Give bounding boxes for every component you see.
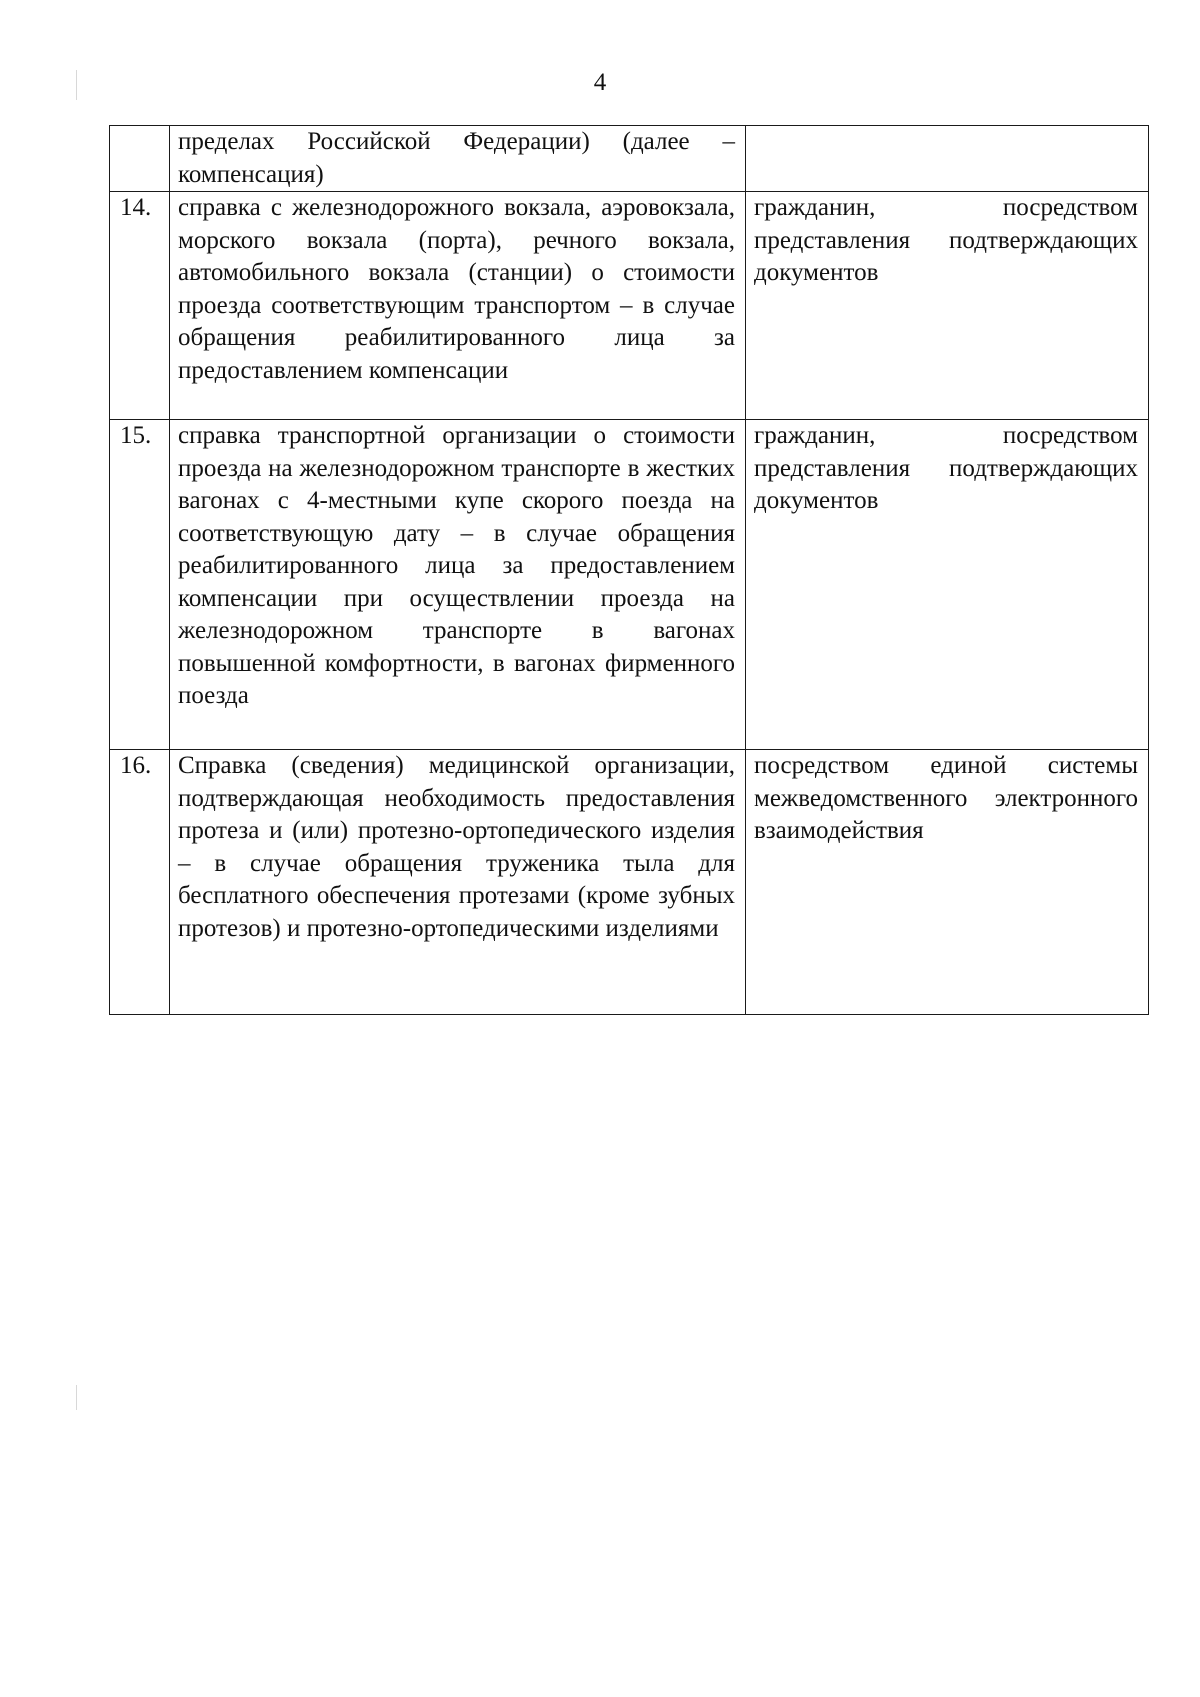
table-row <box>110 750 1149 1015</box>
document-description: Справка (сведения) медицинской организации, подтверждающая необходимость предоставления протеза и (или) протезно-ортопедического изделия – в случае обращения труженика тыла для бесплатного обеспечения протезами (кроме зубных протезов) и протезно-ортопедическими изделиями <box>170 750 746 1015</box>
document-description: пределах Российской Федерации) (далее – компенсация) <box>170 126 746 192</box>
page-number: 4 <box>593 69 607 96</box>
document-description: справка с железнодорожного вокзала, аэровокзала, морского вокзала (порта), речного вокзала, автомобильного вокзала (станции) о стоимости проезда соответствующим транспортом – в случае обращения реабилитированного лица за предоставлением компенсации <box>170 192 746 420</box>
documents-table <box>109 125 1149 1015</box>
submission-method <box>746 126 1149 192</box>
table-row <box>110 192 1149 420</box>
scan-artifact <box>76 70 77 100</box>
document-description: справка транспортной организации о стоимости проезда на железнодорожном транспорте в жестких вагонах с 4-местными купе скорого поезда на соответствующую дату – в случае обращения реабилитированного лица за предоставлением компенсации при осуществлении проезда на железнодорожном транспорте в вагонах повышенной комфортности, в вагонах фирменного поезда <box>170 420 746 750</box>
table-row <box>110 420 1149 750</box>
row-number: 15. <box>110 420 170 750</box>
scan-artifact <box>76 1385 77 1410</box>
submission-method: посредством единой системы межведомственного электронного взаимодействия <box>746 750 1149 1015</box>
submission-method: гражданин, посредством представления подтверждающих документов <box>746 192 1149 420</box>
submission-method: гражданин, посредством представления подтверждающих документов <box>746 420 1149 750</box>
row-number <box>110 126 170 192</box>
row-number: 14. <box>110 192 170 420</box>
row-number: 16. <box>110 750 170 1015</box>
table-row <box>110 126 1149 192</box>
